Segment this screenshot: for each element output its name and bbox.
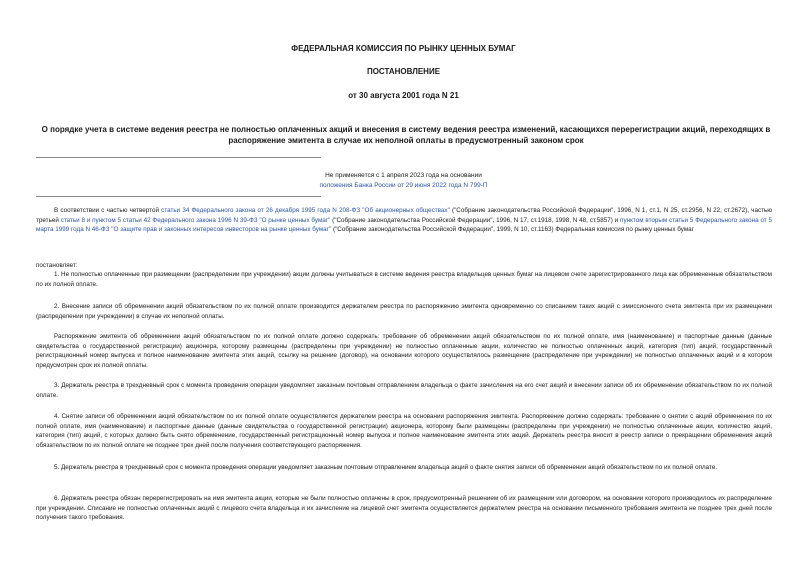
preamble-text: В соответствии с частью четвертой [54, 207, 162, 214]
paragraph-5: 5. Держатель реестра в трехдневный срок с момента проведения операции уведомляет заказным почтовым отправлением владельца акций о факте снятия записи об обременении акций обязательством по их полной оплате. [54, 464, 718, 471]
preamble-text: ("Собрание законодательства Российской Федерации", 1999, N 10, ст.1163) Федеральная комиссия по рынку ценных бумаг [331, 226, 694, 234]
paragraph-2: 2. Внесение записи об обременении акций обязательством по их полной оплате производится держателем реестра по распоряжению эмитента одновременно со списанием таких акций с эмиссионного счета эмитента при их размещении (распределении при учреждении) в случае их неполной оплаты. [36, 303, 772, 320]
resolves-label: постановляет: [36, 262, 78, 269]
paragraph-1: 1. Не полностью оплаченные при размещении (распределении при учреждении) акции должны учитываться в системе ведения реестра владельцев ценных бумаг на лицевом счете зарегистрированного лица как обремененные обязательством по их полной оплате. [36, 271, 772, 288]
notice-text: Не применяется с 1 апреля 2023 года на основании [325, 172, 482, 179]
document-title: О порядке учета в системе ведения реестра не полностью оплаченных акций и внесения в систему ведения реестра изменений, касающихся перерегистрации акций, переходящих в распоряжение эмитента в случае их неполной оплаты в предусмотренный законом срок [41, 125, 771, 145]
notice-link[interactable]: положения Банка России от 29 июня 2022 года N 799-П [319, 182, 488, 189]
preamble-text: ("Собрание законодательства Российской Федерации", 1996, N 1, ст.1, N 25, ст.2956, N 22, ст.2672), частью третьей [36, 207, 773, 224]
law-link-39fz[interactable]: статьи 8 и пунктом 5 статьи 42 Федерального закона 1996 N 39-ФЗ "О рынке ценных бумаг" [60, 216, 331, 224]
document-date-number: от 30 августа 2001 года N 21 [348, 91, 459, 100]
paragraph-6: 6. Держатель реестра обязан перерегистрировать на имя эмитента акции, которые не были полностью оплачены в срок, предусмотренный решением об их размещении или договором, на основании которого производилось их распределение при учреждении. Списание не полностью оплаченных акций с лицевого счета владельца и их зачисление на лицевой счет эмитента осуществляется держателем реестра на основании письменного требования эмитента не позднее трех дней после получения такого требования. [36, 495, 772, 522]
divider [36, 157, 321, 158]
preamble-text: ("Собрание законодательства Российской Федерации", 1996, N 17, ст.1918, 1998, N 48, ст.5857) и [330, 216, 621, 224]
law-link-208fz[interactable]: статьи 34 Федерального закона от 26 декабря 1995 года N 208-ФЗ "Об акционерных обществах" [161, 207, 450, 214]
paragraph-order-contents: Распоряжение эмитента об обременении акций обязательством по их полной оплате должно содержать: требование об обременении акций обязательством по их полной оплате, имя (наименование) и паспортные данные (данные свидетельства о государственной регистрации) акционера, которому размещены (распределены при учреждении) не полностью оплаченные акции, количество не полностью оплаченных акций, категория (тип) акций, государственный регистрационный номер выпуска и полное наименование эмитента этих акций, ссылку на решение (договор), на основании которого осуществлялось размещение (распределение при учреждении) не полностью оплаченных акций и в котором предусмотрен срок их полной оплаты. [36, 333, 772, 369]
divider [36, 196, 321, 197]
validity-notice [0, 171, 807, 191]
law-link-46fz[interactable]: пунктом вторым статьи 5 Федерального закона от 5 марта 1999 года N 46-ФЗ "О защите прав и законных интересов инвесторов на рынке ценных бумаг" [36, 216, 772, 234]
agency-name: ФЕДЕРАЛЬНАЯ КОМИССИЯ ПО РЫНКУ ЦЕННЫХ БУМАГ [291, 44, 516, 53]
preamble-paragraph [36, 206, 772, 235]
document-type: ПОСТАНОВЛЕНИЕ [366, 67, 441, 76]
paragraph-3: 3. Держатель реестра в трехдневный срок с момента проведения операции уведомляет заказным почтовым отправлением владельца о факте зачисления на его счет акций и внесении записи об их обременении обязательством по их полной оплате. [36, 382, 772, 399]
paragraph-4: 4. Снятие записи об обременении акций обязательством по их полной оплате осуществляется держателем реестра на основании распоряжения эмитента. Распоряжение должно содержать: требование о снятии с акций обременения по их полной оплате, имя (наименование) и паспортные данные (данные свидетельства о государственной регистрации) акционера, которому были размещены (распределены при учреждении) не полностью оплаченные акции, количество акций, категория (тип) акций, с которых должно быть снято обременение, государственный регистрационный номер выпуска и полное наименование эмитента этих акций. Держатель реестра вносит в реестр записи о прекращении обременения акций обязательством по их полной оплате не позднее трех дней после получения соответствующего распоряжения. [36, 413, 772, 449]
